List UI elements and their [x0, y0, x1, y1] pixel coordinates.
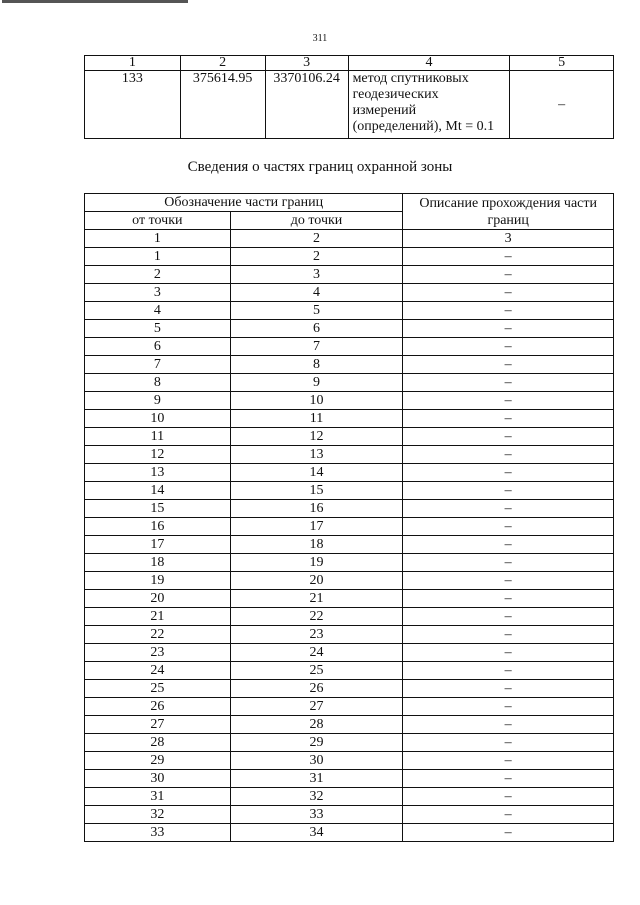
boundary-parts-table: [84, 193, 614, 842]
description: –: [403, 626, 614, 644]
to-point: 10: [230, 392, 403, 410]
to-point: 7: [230, 338, 403, 356]
table-row: [85, 788, 614, 806]
description: –: [403, 266, 614, 284]
description: –: [403, 824, 614, 842]
to-point: 6: [230, 320, 403, 338]
method-line: измерений: [352, 103, 417, 118]
table-row: [85, 590, 614, 608]
table-row: [85, 482, 614, 500]
table-row: [85, 338, 614, 356]
description: –: [403, 500, 614, 518]
table-row: [85, 536, 614, 554]
to-point: 11: [230, 410, 403, 428]
from-point: 19: [85, 572, 231, 590]
from-point: 16: [85, 518, 231, 536]
description: –: [403, 392, 614, 410]
to-point: 9: [230, 374, 403, 392]
from-point: 7: [85, 356, 231, 374]
to-point: 28: [230, 716, 403, 734]
table-row: [85, 644, 614, 662]
description: –: [403, 410, 614, 428]
header-cell: 4: [348, 56, 510, 71]
to-point: 26: [230, 680, 403, 698]
page-number: 311: [312, 33, 328, 44]
description: –: [403, 770, 614, 788]
numbering-cell: 2: [230, 230, 403, 248]
table-row: [85, 770, 614, 788]
from-point: 20: [85, 590, 231, 608]
method-line: геодезических: [352, 87, 439, 102]
table-row: [85, 698, 614, 716]
table-row: [85, 734, 614, 752]
from-point: 30: [85, 770, 231, 788]
to-point: 15: [230, 482, 403, 500]
to-point: 12: [230, 428, 403, 446]
from-point: 24: [85, 662, 231, 680]
coordinates-table: [84, 55, 614, 139]
to-point: 17: [230, 518, 403, 536]
from-point: 33: [85, 824, 231, 842]
description: –: [403, 428, 614, 446]
group-header: Обозначение части границ: [85, 194, 403, 212]
section-title: Сведения о частях границ охранной зоны: [187, 159, 453, 175]
to-point: 14: [230, 464, 403, 482]
table-row: [85, 392, 614, 410]
table-row: [85, 752, 614, 770]
description: –: [403, 662, 614, 680]
description: –: [403, 482, 614, 500]
from-point: 10: [85, 410, 231, 428]
table-row: [85, 716, 614, 734]
from-point: 3: [85, 284, 231, 302]
description: –: [403, 644, 614, 662]
from-point: 31: [85, 788, 231, 806]
description: –: [403, 698, 614, 716]
table-row: [85, 320, 614, 338]
description: –: [403, 356, 614, 374]
from-point: 29: [85, 752, 231, 770]
description: –: [403, 608, 614, 626]
description: –: [403, 680, 614, 698]
table-row: [85, 248, 614, 266]
method-description: [348, 71, 510, 139]
description-header: Описание прохождения части границ: [403, 194, 614, 230]
from-point: 23: [85, 644, 231, 662]
description: –: [403, 716, 614, 734]
top-rule: [2, 0, 188, 3]
description: –: [403, 320, 614, 338]
table-row: [85, 428, 614, 446]
from-point: 6: [85, 338, 231, 356]
table-row: [85, 464, 614, 482]
description: –: [403, 518, 614, 536]
description: –: [403, 338, 614, 356]
to-point: 20: [230, 572, 403, 590]
table-row: [85, 356, 614, 374]
from-point: 22: [85, 626, 231, 644]
table-row: [85, 500, 614, 518]
from-point: 8: [85, 374, 231, 392]
from-point: 18: [85, 554, 231, 572]
coordinates-header-row: [85, 56, 614, 71]
header-cell: 5: [510, 56, 614, 71]
to-point: 18: [230, 536, 403, 554]
to-point: 31: [230, 770, 403, 788]
table-row: [85, 806, 614, 824]
table-row: [85, 410, 614, 428]
description: –: [403, 302, 614, 320]
point-number: 133: [85, 71, 181, 139]
method-line: (определений), Mt = 0.1: [352, 119, 495, 134]
to-point: 4: [230, 284, 403, 302]
numbering-cell: 1: [85, 230, 231, 248]
table-row: [85, 302, 614, 320]
description: –: [403, 734, 614, 752]
from-point: 17: [85, 536, 231, 554]
from-point: 9: [85, 392, 231, 410]
from-point: 13: [85, 464, 231, 482]
to-point: 21: [230, 590, 403, 608]
from-point-header: от точки: [85, 212, 231, 230]
coordinates-row: [85, 71, 614, 139]
table-row: [85, 266, 614, 284]
parts-body: [85, 248, 614, 842]
description: –: [403, 446, 614, 464]
from-point: 12: [85, 446, 231, 464]
from-point: 28: [85, 734, 231, 752]
description: –: [403, 554, 614, 572]
to-point: 25: [230, 662, 403, 680]
coord-y: 3370106.24: [265, 71, 348, 139]
from-point: 4: [85, 302, 231, 320]
description: –: [403, 590, 614, 608]
from-point: 26: [85, 698, 231, 716]
table-row: [85, 608, 614, 626]
from-point: 21: [85, 608, 231, 626]
description: –: [403, 284, 614, 302]
to-point: 8: [230, 356, 403, 374]
to-point: 27: [230, 698, 403, 716]
from-point: 27: [85, 716, 231, 734]
to-point: 24: [230, 644, 403, 662]
method-line: метод спутниковых: [352, 71, 469, 86]
from-point: 2: [85, 266, 231, 284]
description: –: [403, 806, 614, 824]
table-row: [85, 824, 614, 842]
to-point: 2: [230, 248, 403, 266]
table-row: [85, 446, 614, 464]
from-point: 1: [85, 248, 231, 266]
table-row: [85, 374, 614, 392]
to-point: 34: [230, 824, 403, 842]
table-row: [85, 284, 614, 302]
table-row: [85, 662, 614, 680]
from-point: 25: [85, 680, 231, 698]
description: –: [403, 752, 614, 770]
to-point: 23: [230, 626, 403, 644]
description: –: [403, 536, 614, 554]
header-cell: 2: [180, 56, 265, 71]
header-cell: 3: [265, 56, 348, 71]
from-point: 11: [85, 428, 231, 446]
table-row: [85, 518, 614, 536]
header-row: [85, 194, 614, 212]
description: –: [403, 248, 614, 266]
to-point: 22: [230, 608, 403, 626]
description: –: [403, 374, 614, 392]
to-point: 19: [230, 554, 403, 572]
to-point: 32: [230, 788, 403, 806]
from-point: 15: [85, 500, 231, 518]
description: –: [403, 788, 614, 806]
to-point: 30: [230, 752, 403, 770]
table-row: [85, 680, 614, 698]
table-row: [85, 554, 614, 572]
to-point-header: до точки: [230, 212, 403, 230]
from-point: 32: [85, 806, 231, 824]
to-point: 33: [230, 806, 403, 824]
from-point: 14: [85, 482, 231, 500]
to-point: 16: [230, 500, 403, 518]
from-point: 5: [85, 320, 231, 338]
table-row: [85, 626, 614, 644]
coord-x: 375614.95: [180, 71, 265, 139]
to-point: 5: [230, 302, 403, 320]
table-row: [85, 572, 614, 590]
col5-value: –: [510, 71, 614, 139]
description: –: [403, 464, 614, 482]
to-point: 13: [230, 446, 403, 464]
header-cell: 1: [85, 56, 181, 71]
numbering-row: [85, 230, 614, 248]
to-point: 3: [230, 266, 403, 284]
numbering-cell: 3: [403, 230, 614, 248]
to-point: 29: [230, 734, 403, 752]
description: –: [403, 572, 614, 590]
